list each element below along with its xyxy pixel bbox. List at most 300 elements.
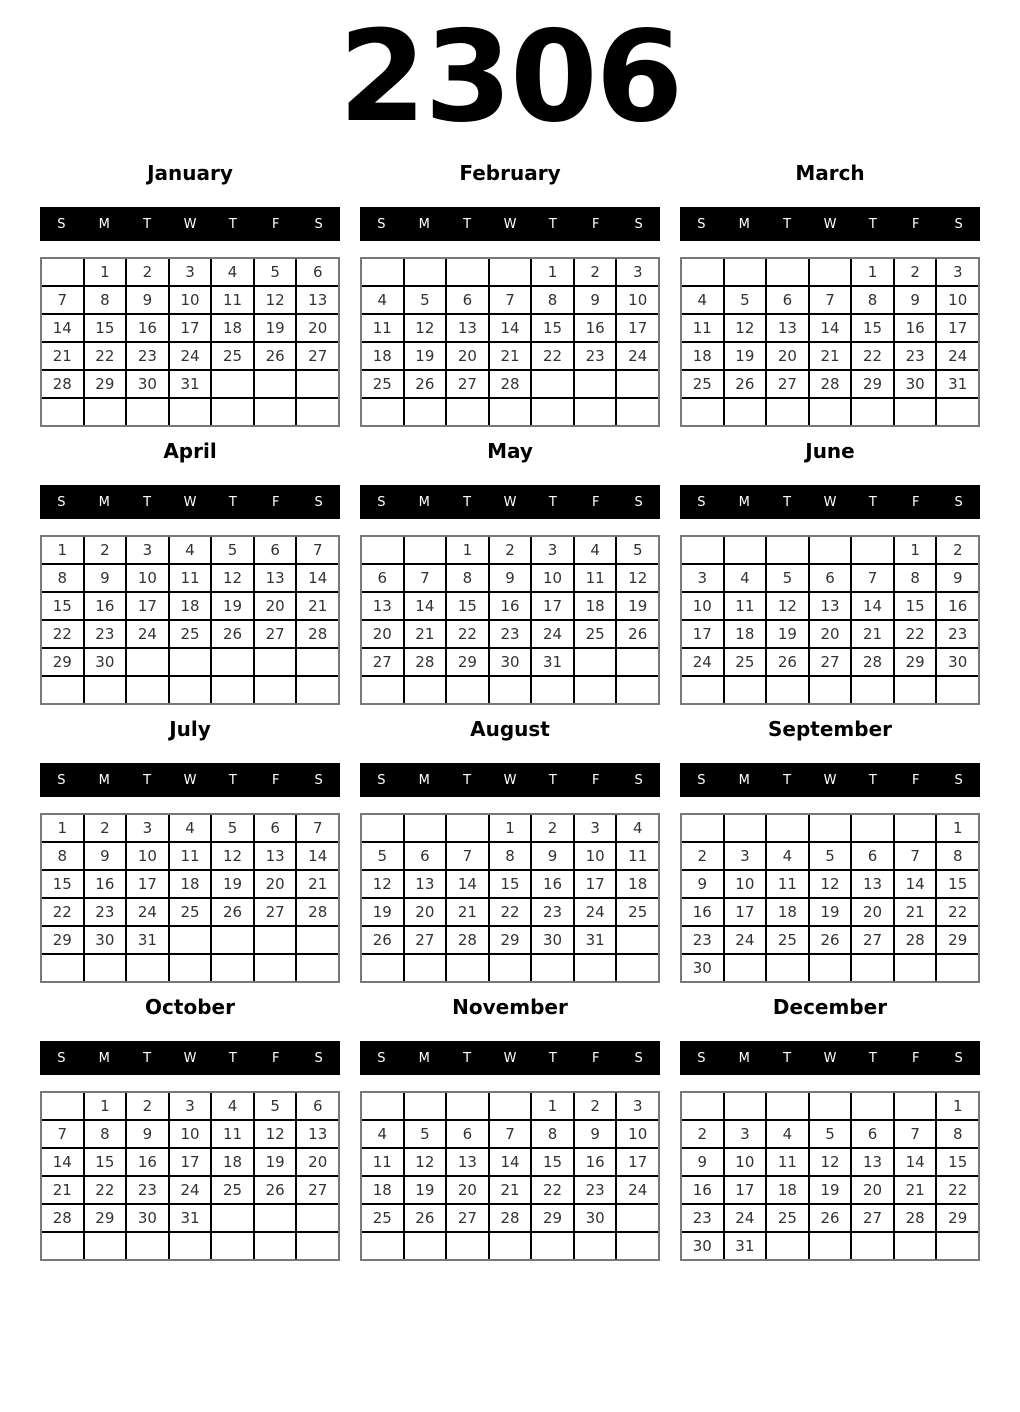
date-cell: 8: [532, 287, 573, 313]
date-cell: 4: [617, 815, 658, 841]
date-cell: 13: [255, 843, 296, 869]
date-cell: 5: [405, 287, 446, 313]
date-cell: 6: [255, 537, 296, 563]
date-cell: [447, 399, 488, 425]
date-cell: 18: [170, 593, 211, 619]
date-cell: 13: [362, 593, 403, 619]
weekday-cell: S: [314, 1050, 323, 1066]
date-cell: 15: [85, 1149, 126, 1175]
date-cell: 15: [447, 593, 488, 619]
date-cell: [575, 677, 616, 703]
month-june: [680, 439, 980, 705]
weekday-cell: T: [548, 1050, 557, 1066]
date-cell: 17: [937, 315, 978, 341]
date-cell: 31: [127, 927, 168, 953]
date-cell: 3: [532, 537, 573, 563]
date-cell: 26: [767, 649, 808, 675]
date-cell: 6: [852, 843, 893, 869]
date-cell: [852, 955, 893, 981]
date-cell: 8: [42, 565, 83, 591]
date-cell: 29: [852, 371, 893, 397]
date-cell: 3: [682, 565, 723, 591]
date-cell: 11: [170, 565, 211, 591]
date-cell: 11: [767, 871, 808, 897]
date-cell: 14: [297, 843, 338, 869]
month-august: [360, 717, 660, 983]
weekday-header: [40, 763, 340, 797]
date-cell: 19: [725, 343, 766, 369]
weekday-cell: W: [503, 772, 517, 788]
date-cell: 30: [682, 955, 723, 981]
date-cell: 2: [575, 1093, 616, 1119]
weekday-cell: W: [183, 772, 197, 788]
date-cell: 7: [297, 537, 338, 563]
weekday-cell: T: [143, 216, 152, 232]
date-cell: 5: [810, 1121, 851, 1147]
date-cell: 7: [895, 1121, 936, 1147]
date-cell: [852, 815, 893, 841]
date-cell: 29: [937, 1205, 978, 1231]
weekday-cell: W: [823, 216, 837, 232]
date-cell: 18: [575, 593, 616, 619]
date-cell: [937, 677, 978, 703]
weekday-cell: F: [911, 494, 920, 510]
date-cell: 15: [490, 871, 531, 897]
date-cell: [85, 1233, 126, 1259]
month-april: [40, 439, 340, 705]
date-cell: 1: [42, 537, 83, 563]
weekday-cell: M: [418, 772, 430, 788]
weekday-cell: S: [314, 216, 323, 232]
month-title: June: [805, 439, 855, 463]
date-cell: [127, 955, 168, 981]
date-cell: 11: [617, 843, 658, 869]
date-cell: [42, 1233, 83, 1259]
date-cell: 15: [42, 593, 83, 619]
date-cell: 19: [255, 1149, 296, 1175]
date-cell: 15: [852, 315, 893, 341]
date-cell: 21: [852, 621, 893, 647]
date-cell: 29: [85, 371, 126, 397]
date-cell: 3: [725, 843, 766, 869]
month-january: [40, 161, 340, 427]
weekday-cell: F: [271, 772, 280, 788]
date-cell: 2: [490, 537, 531, 563]
date-cell: [895, 1093, 936, 1119]
date-cell: 28: [490, 371, 531, 397]
month-december: [680, 995, 980, 1261]
date-cell: 13: [405, 871, 446, 897]
date-cell: [767, 399, 808, 425]
weekday-cell: W: [183, 494, 197, 510]
weekday-cell: F: [271, 494, 280, 510]
weekday-cell: S: [57, 494, 66, 510]
date-cell: 10: [617, 1121, 658, 1147]
date-cell: 5: [405, 1121, 446, 1147]
date-cell: 3: [617, 1093, 658, 1119]
date-cell: 21: [490, 1177, 531, 1203]
weekday-header: [680, 1041, 980, 1075]
date-cell: 9: [895, 287, 936, 313]
weekday-cell: T: [548, 494, 557, 510]
date-cell: 4: [725, 565, 766, 591]
date-cell: 4: [170, 537, 211, 563]
date-cell: 10: [170, 1121, 211, 1147]
date-cell: [532, 955, 573, 981]
date-cell: 19: [810, 1177, 851, 1203]
weekday-cell: S: [697, 494, 706, 510]
weekday-cell: T: [868, 494, 877, 510]
date-grid: [680, 535, 980, 705]
date-cell: 5: [617, 537, 658, 563]
date-cell: 29: [895, 649, 936, 675]
weekday-cell: W: [823, 1050, 837, 1066]
date-cell: 14: [852, 593, 893, 619]
date-cell: [490, 955, 531, 981]
date-cell: [127, 1233, 168, 1259]
date-cell: 27: [405, 927, 446, 953]
date-cell: 12: [362, 871, 403, 897]
month-title: October: [145, 995, 235, 1019]
date-cell: 24: [725, 927, 766, 953]
date-cell: 26: [617, 621, 658, 647]
weekday-cell: S: [377, 1050, 386, 1066]
date-cell: [725, 677, 766, 703]
date-cell: 10: [575, 843, 616, 869]
date-cell: 7: [490, 1121, 531, 1147]
date-cell: 18: [767, 1177, 808, 1203]
date-cell: 14: [490, 1149, 531, 1175]
date-cell: [895, 815, 936, 841]
date-cell: 6: [810, 565, 851, 591]
date-cell: [297, 399, 338, 425]
date-cell: 23: [937, 621, 978, 647]
month-title: November: [452, 995, 568, 1019]
date-cell: 24: [937, 343, 978, 369]
date-cell: 17: [532, 593, 573, 619]
date-cell: [42, 399, 83, 425]
date-cell: 14: [895, 871, 936, 897]
date-cell: [362, 955, 403, 981]
date-cell: 29: [532, 1205, 573, 1231]
date-cell: 11: [575, 565, 616, 591]
date-cell: [532, 677, 573, 703]
date-cell: [767, 677, 808, 703]
date-cell: [852, 537, 893, 563]
date-cell: [682, 537, 723, 563]
date-cell: [127, 649, 168, 675]
date-cell: 1: [937, 815, 978, 841]
date-cell: 24: [170, 1177, 211, 1203]
date-cell: [575, 649, 616, 675]
date-cell: 9: [682, 1149, 723, 1175]
weekday-cell: S: [377, 772, 386, 788]
date-cell: 28: [852, 649, 893, 675]
date-cell: 16: [532, 871, 573, 897]
date-cell: 18: [212, 315, 253, 341]
date-cell: 7: [852, 565, 893, 591]
date-cell: [725, 259, 766, 285]
weekday-cell: M: [98, 1050, 110, 1066]
weekday-cell: F: [591, 216, 600, 232]
date-grid: [360, 1091, 660, 1261]
date-cell: [362, 677, 403, 703]
date-cell: 7: [490, 287, 531, 313]
date-cell: 30: [85, 927, 126, 953]
weekday-cell: T: [143, 1050, 152, 1066]
date-cell: 31: [170, 1205, 211, 1231]
date-cell: 20: [297, 315, 338, 341]
date-cell: [405, 677, 446, 703]
date-cell: [85, 677, 126, 703]
weekday-cell: M: [738, 494, 750, 510]
date-cell: 31: [532, 649, 573, 675]
weekday-cell: S: [634, 494, 643, 510]
date-cell: 1: [852, 259, 893, 285]
month-october: [40, 995, 340, 1261]
weekday-cell: F: [271, 1050, 280, 1066]
date-cell: 3: [937, 259, 978, 285]
date-cell: 26: [212, 899, 253, 925]
date-cell: 11: [170, 843, 211, 869]
date-cell: 26: [212, 621, 253, 647]
date-cell: [447, 955, 488, 981]
date-cell: 9: [127, 287, 168, 313]
date-cell: 29: [42, 927, 83, 953]
date-cell: 28: [42, 371, 83, 397]
date-cell: [85, 955, 126, 981]
date-cell: 18: [362, 343, 403, 369]
weekday-cell: S: [314, 772, 323, 788]
date-grid: [360, 813, 660, 983]
date-cell: 22: [42, 621, 83, 647]
date-cell: 10: [937, 287, 978, 313]
date-cell: 29: [42, 649, 83, 675]
date-cell: [255, 1233, 296, 1259]
date-cell: 6: [852, 1121, 893, 1147]
date-cell: [575, 371, 616, 397]
weekday-cell: T: [548, 772, 557, 788]
date-cell: 1: [42, 815, 83, 841]
date-cell: 11: [767, 1149, 808, 1175]
date-cell: 20: [255, 593, 296, 619]
date-cell: 6: [767, 287, 808, 313]
date-cell: 1: [490, 815, 531, 841]
date-cell: 16: [895, 315, 936, 341]
date-cell: 24: [682, 649, 723, 675]
date-cell: 23: [682, 1205, 723, 1231]
date-cell: 16: [85, 871, 126, 897]
weekday-cell: S: [634, 1050, 643, 1066]
weekday-cell: T: [463, 216, 472, 232]
date-cell: 25: [170, 899, 211, 925]
month-title: September: [768, 717, 892, 741]
date-cell: [362, 1233, 403, 1259]
date-cell: 5: [810, 843, 851, 869]
date-cell: [767, 1233, 808, 1259]
date-cell: [212, 399, 253, 425]
weekday-cell: T: [463, 772, 472, 788]
date-cell: 5: [725, 287, 766, 313]
year-title: 2306: [338, 3, 682, 150]
date-cell: 9: [85, 565, 126, 591]
date-cell: [170, 1233, 211, 1259]
date-cell: 27: [447, 1205, 488, 1231]
date-cell: 13: [297, 1121, 338, 1147]
date-cell: 8: [85, 1121, 126, 1147]
date-grid: [40, 813, 340, 983]
date-cell: 21: [405, 621, 446, 647]
date-cell: [362, 1093, 403, 1119]
date-cell: [767, 955, 808, 981]
date-cell: 12: [405, 315, 446, 341]
date-cell: 2: [532, 815, 573, 841]
weekday-cell: S: [634, 772, 643, 788]
date-cell: 19: [617, 593, 658, 619]
date-cell: [447, 1093, 488, 1119]
weekday-cell: T: [463, 1050, 472, 1066]
date-cell: [575, 399, 616, 425]
date-cell: 25: [170, 621, 211, 647]
date-cell: 1: [85, 1093, 126, 1119]
date-cell: 25: [212, 1177, 253, 1203]
date-cell: 12: [725, 315, 766, 341]
date-cell: 27: [255, 899, 296, 925]
date-cell: [810, 955, 851, 981]
weekday-cell: S: [954, 494, 963, 510]
date-cell: [255, 649, 296, 675]
date-cell: 24: [532, 621, 573, 647]
date-cell: [297, 371, 338, 397]
weekday-cell: W: [823, 772, 837, 788]
date-cell: 10: [725, 1149, 766, 1175]
date-cell: [895, 955, 936, 981]
date-cell: [682, 399, 723, 425]
date-cell: [725, 1093, 766, 1119]
date-cell: 17: [725, 1177, 766, 1203]
date-cell: 24: [617, 1177, 658, 1203]
date-cell: 10: [127, 565, 168, 591]
date-cell: 21: [490, 343, 531, 369]
date-cell: 29: [937, 927, 978, 953]
date-cell: 3: [617, 259, 658, 285]
date-cell: 25: [767, 927, 808, 953]
date-cell: 17: [682, 621, 723, 647]
weekday-cell: T: [228, 772, 237, 788]
weekday-cell: T: [228, 1050, 237, 1066]
date-cell: 16: [127, 1149, 168, 1175]
date-cell: 10: [127, 843, 168, 869]
date-cell: 12: [810, 871, 851, 897]
date-cell: 10: [725, 871, 766, 897]
weekday-header: [360, 1041, 660, 1075]
date-cell: [617, 1205, 658, 1231]
date-cell: 13: [852, 871, 893, 897]
date-cell: 4: [362, 287, 403, 313]
date-cell: 12: [617, 565, 658, 591]
date-cell: 21: [895, 1177, 936, 1203]
date-cell: 3: [127, 815, 168, 841]
date-cell: 19: [405, 343, 446, 369]
date-cell: 14: [810, 315, 851, 341]
weekday-cell: S: [697, 216, 706, 232]
date-cell: [810, 1233, 851, 1259]
date-cell: 6: [447, 287, 488, 313]
date-cell: 16: [937, 593, 978, 619]
weekday-cell: F: [911, 772, 920, 788]
date-cell: 15: [937, 871, 978, 897]
date-cell: 30: [127, 371, 168, 397]
date-cell: 18: [362, 1177, 403, 1203]
weekday-cell: S: [697, 772, 706, 788]
date-cell: 17: [575, 871, 616, 897]
date-cell: 24: [127, 621, 168, 647]
weekday-cell: T: [783, 1050, 792, 1066]
date-cell: 21: [297, 593, 338, 619]
date-grid: [680, 1091, 980, 1261]
date-cell: 11: [212, 1121, 253, 1147]
date-cell: 28: [447, 927, 488, 953]
date-cell: [490, 677, 531, 703]
date-cell: 20: [362, 621, 403, 647]
date-cell: [362, 537, 403, 563]
date-cell: 25: [682, 371, 723, 397]
weekday-cell: S: [954, 216, 963, 232]
date-cell: [212, 677, 253, 703]
date-cell: [447, 1233, 488, 1259]
date-cell: [255, 1205, 296, 1231]
date-cell: 9: [85, 843, 126, 869]
date-cell: 5: [362, 843, 403, 869]
date-cell: 2: [682, 843, 723, 869]
date-cell: [405, 815, 446, 841]
weekday-cell: M: [738, 216, 750, 232]
date-cell: 25: [767, 1205, 808, 1231]
date-cell: [405, 259, 446, 285]
date-cell: 2: [127, 259, 168, 285]
date-cell: 23: [127, 343, 168, 369]
date-cell: 22: [532, 343, 573, 369]
date-cell: [42, 1093, 83, 1119]
weekday-header: [40, 207, 340, 241]
date-cell: [405, 955, 446, 981]
date-cell: [852, 677, 893, 703]
weekday-header: [360, 485, 660, 519]
date-cell: [212, 371, 253, 397]
date-cell: [895, 677, 936, 703]
date-cell: [297, 927, 338, 953]
date-cell: 15: [937, 1149, 978, 1175]
date-cell: 27: [297, 343, 338, 369]
date-cell: [297, 1205, 338, 1231]
date-cell: 27: [255, 621, 296, 647]
date-cell: 23: [895, 343, 936, 369]
date-cell: 6: [405, 843, 446, 869]
date-cell: 13: [447, 1149, 488, 1175]
date-cell: 4: [212, 1093, 253, 1119]
date-cell: 23: [85, 621, 126, 647]
date-cell: 7: [810, 287, 851, 313]
month-title: May: [487, 439, 533, 463]
date-cell: 13: [852, 1149, 893, 1175]
date-cell: 18: [725, 621, 766, 647]
date-cell: 2: [575, 259, 616, 285]
date-cell: 23: [575, 343, 616, 369]
date-cell: 9: [682, 871, 723, 897]
date-cell: 14: [490, 315, 531, 341]
date-cell: 19: [212, 593, 253, 619]
date-cell: 25: [575, 621, 616, 647]
